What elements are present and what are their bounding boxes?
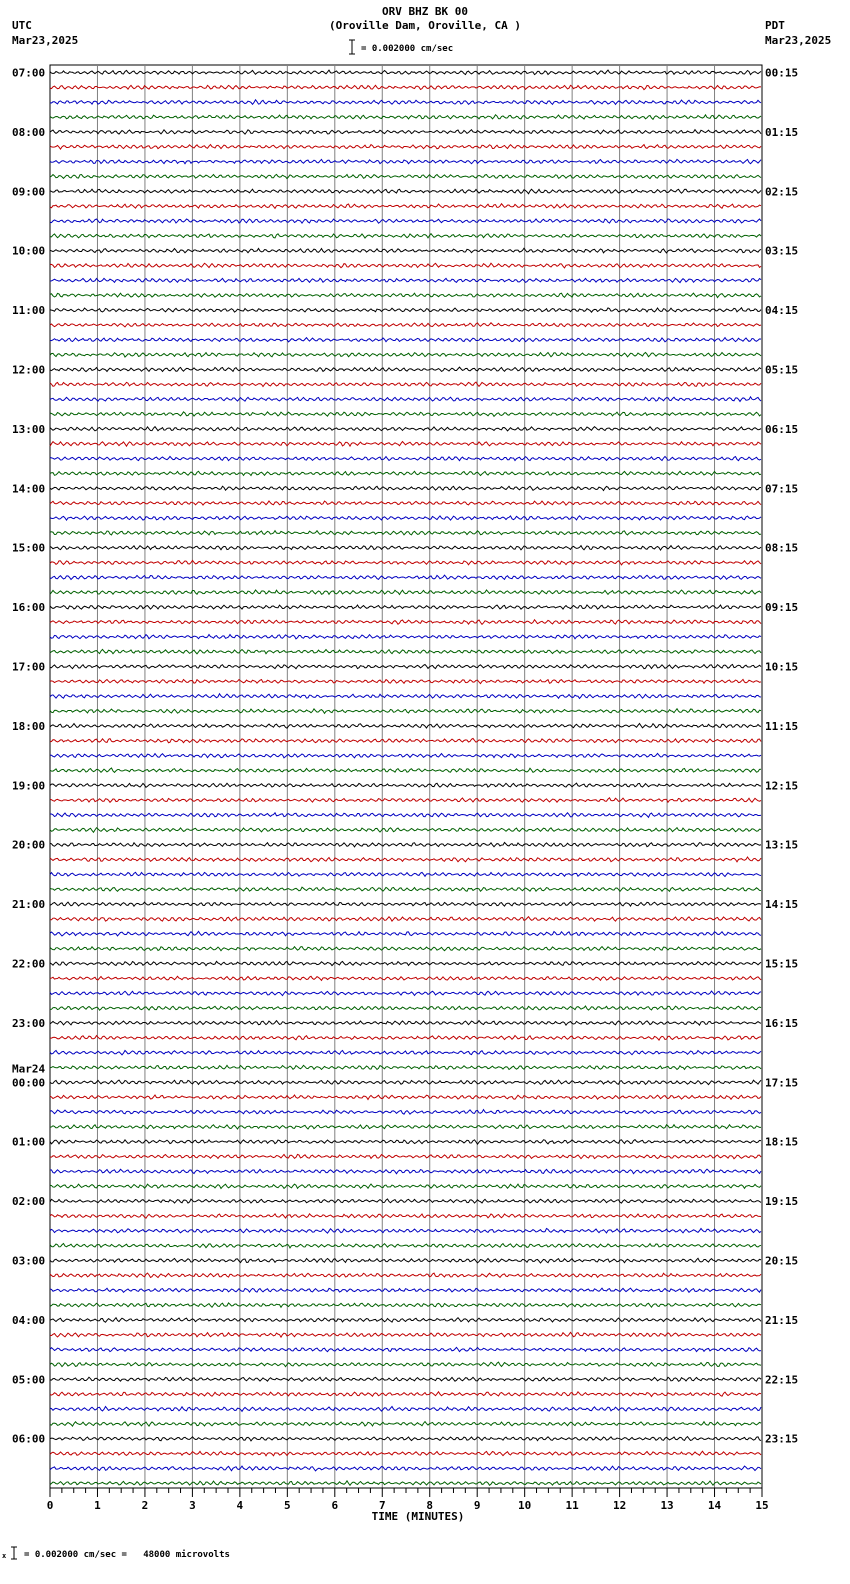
seismic-trace	[50, 308, 761, 312]
seismic-trace	[50, 1392, 761, 1397]
seismic-trace	[50, 575, 761, 579]
seismic-trace	[50, 189, 761, 194]
seismic-trace	[50, 531, 761, 535]
left-date: Mar23,2025	[12, 34, 79, 47]
pdt-hour-label: 21:15	[765, 1313, 799, 1327]
utc-hour-label: 14:00	[12, 482, 46, 496]
pdt-hour-label: 14:15	[765, 898, 799, 912]
seismic-trace	[50, 664, 761, 668]
utc-hour-label: 00:00	[12, 1076, 46, 1090]
utc-hour-label: 05:00	[12, 1373, 46, 1387]
seismic-trace	[50, 501, 761, 505]
right-date: Mar23,2025	[765, 34, 832, 47]
utc-hour-label: 08:00	[12, 125, 46, 139]
utc-hour-label: 06:00	[12, 1432, 46, 1446]
seismic-trace	[50, 263, 761, 268]
seismic-trace	[50, 902, 761, 906]
seismic-trace	[50, 1214, 761, 1218]
seismic-trace	[50, 1377, 761, 1381]
seismic-trace	[50, 1347, 761, 1351]
seismic-trace	[50, 204, 761, 209]
seismic-trace	[50, 887, 761, 891]
seismic-trace	[50, 1332, 761, 1337]
seismic-trace	[50, 976, 761, 980]
x-tick-label: 11	[565, 1499, 579, 1512]
seismic-trace	[50, 991, 761, 995]
seismic-trace	[50, 783, 761, 787]
x-tick-label: 15	[755, 1499, 769, 1512]
pdt-hour-label: 13:15	[765, 838, 799, 852]
utc-hour-label: 18:00	[12, 719, 46, 733]
seismic-trace	[50, 1273, 761, 1277]
seismic-trace	[50, 872, 761, 876]
x-tick-label: 8	[426, 1499, 434, 1512]
seismic-trace	[50, 100, 761, 105]
seismic-trace	[50, 1110, 761, 1115]
seismic-trace	[50, 1021, 761, 1026]
seismic-trace	[50, 130, 761, 135]
seismic-trace	[50, 234, 761, 238]
station-location: (Oroville Dam, Oroville, CA )	[328, 19, 522, 32]
seismic-trace	[50, 546, 761, 550]
seismic-trace	[50, 1050, 761, 1054]
utc-hour-label: 23:00	[12, 1016, 46, 1030]
seismic-trace	[50, 145, 761, 150]
seismic-trace	[50, 709, 761, 714]
x-tick-label: 14	[707, 1499, 722, 1512]
seismic-trace	[50, 85, 761, 89]
utc-hour-label: 22:00	[12, 957, 46, 971]
utc-hour-label: 04:00	[12, 1313, 46, 1327]
seismic-trace	[50, 1184, 761, 1188]
x-tick-label: 13	[660, 1499, 674, 1512]
utc-hour-label: 17:00	[12, 660, 46, 674]
pdt-hour-label: 12:15	[765, 779, 799, 793]
pdt-hour-label: 06:15	[765, 422, 799, 436]
seismic-trace	[50, 338, 761, 342]
seismic-trace	[50, 590, 761, 595]
utc-hour-label: 20:00	[12, 838, 46, 852]
x-tick-label: 3	[189, 1499, 196, 1512]
seismic-trace	[50, 1228, 761, 1233]
seismic-trace	[50, 931, 761, 936]
pdt-hour-label: 05:15	[765, 363, 799, 377]
utc-hour-label: 02:00	[12, 1195, 46, 1209]
seismic-trace	[50, 842, 761, 846]
utc-hour-label: 19:00	[12, 779, 46, 793]
seismic-trace	[50, 382, 761, 386]
scale-text: = 0.002000 cm/sec	[361, 44, 454, 54]
x-tick-label: 0	[46, 1499, 54, 1512]
seismic-trace	[50, 323, 761, 327]
utc-hour-label: 13:00	[12, 422, 46, 436]
seismic-trace	[50, 857, 761, 862]
pdt-hour-label: 04:15	[765, 304, 799, 318]
utc-hour-label: 09:00	[12, 185, 46, 199]
seismic-trace	[50, 412, 761, 416]
utc-hour-label: 03:00	[12, 1254, 46, 1268]
seismic-trace	[50, 248, 761, 253]
pdt-hour-label: 23:15	[765, 1432, 799, 1446]
svg-text:x: x	[2, 1552, 7, 1560]
seismic-trace	[50, 427, 761, 431]
seismic-trace	[50, 442, 761, 447]
seismic-trace	[50, 961, 761, 965]
footer-scale-bar-icon	[2, 1547, 17, 1560]
seismic-trace	[50, 352, 761, 357]
pdt-hour-label: 17:15	[765, 1076, 799, 1090]
seismic-trace	[50, 1362, 761, 1367]
seismic-trace	[50, 397, 761, 402]
seismic-trace	[50, 620, 761, 625]
pdt-hour-label: 15:15	[765, 957, 799, 971]
seismic-trace	[50, 738, 761, 742]
seismic-trace	[50, 367, 761, 371]
seismic-trace	[50, 1169, 761, 1174]
pdt-hour-label: 01:15	[765, 125, 799, 139]
pdt-hour-label: 20:15	[765, 1254, 799, 1268]
x-tick-label: 7	[378, 1499, 386, 1512]
seismic-trace	[50, 1036, 761, 1041]
x-axis-title: TIME (MINUTES)	[371, 1510, 465, 1523]
station-title: ORV BHZ BK 00	[381, 5, 469, 18]
seismic-trace	[50, 293, 761, 297]
utc-hour-label: 01:00	[12, 1135, 46, 1149]
utc-hour-label: 10:00	[12, 244, 46, 258]
seismic-trace	[50, 917, 761, 922]
seismic-trace	[50, 1466, 761, 1471]
pdt-hour-label: 22:15	[765, 1373, 799, 1387]
scale-bar-icon	[349, 40, 355, 54]
seismic-trace	[50, 1244, 761, 1248]
seismic-trace	[50, 456, 761, 460]
x-tick-label: 1	[94, 1499, 101, 1512]
utc-hour-label: 07:00	[12, 66, 46, 80]
seismic-trace	[50, 1437, 761, 1441]
pdt-hour-label: 09:15	[765, 601, 799, 615]
pdt-hour-label: 07:15	[765, 482, 799, 496]
seismic-trace	[50, 753, 761, 757]
utc-hour-label: 21:00	[12, 898, 46, 912]
seismic-trace	[50, 486, 761, 490]
seismic-trace	[50, 159, 761, 163]
seismic-trace	[50, 724, 761, 729]
seismic-trace	[50, 635, 761, 639]
seismic-trace	[50, 219, 761, 223]
seismic-trace	[50, 1258, 761, 1263]
x-tick-label: 10	[518, 1499, 532, 1512]
seismic-trace	[50, 70, 761, 75]
x-tick-label: 9	[473, 1499, 481, 1512]
pdt-hour-label: 11:15	[765, 719, 799, 733]
seismic-trace	[50, 278, 761, 282]
seismic-trace	[50, 1080, 761, 1085]
seismic-trace	[50, 679, 761, 683]
seismic-trace	[50, 1125, 761, 1129]
seismic-trace	[50, 1154, 761, 1158]
seismic-trace	[50, 694, 761, 699]
seismic-trace	[50, 947, 761, 951]
seismic-trace	[50, 471, 761, 475]
pdt-hour-label: 08:15	[765, 541, 799, 555]
seismic-trace	[50, 1288, 761, 1292]
pdt-hour-label: 03:15	[765, 244, 799, 258]
left-timezone: UTC	[12, 19, 32, 32]
pdt-hour-label: 02:15	[765, 185, 799, 199]
right-timezone: PDT	[765, 19, 785, 32]
pdt-hour-label: 00:15	[765, 66, 799, 80]
date-change-label: Mar24	[12, 1062, 46, 1076]
x-tick-label: 6	[331, 1499, 339, 1512]
utc-hour-label: 11:00	[12, 304, 46, 318]
seismic-trace	[50, 1006, 761, 1010]
seismic-trace	[50, 768, 761, 772]
seismic-trace	[50, 1481, 761, 1485]
seismic-trace	[50, 561, 761, 565]
seismic-trace	[50, 1095, 761, 1100]
seismic-trace	[50, 1318, 761, 1323]
x-tick-label: 2	[141, 1499, 149, 1512]
utc-hour-label: 12:00	[12, 363, 46, 377]
utc-hour-label: 15:00	[12, 541, 46, 555]
seismic-trace	[50, 1451, 761, 1456]
pdt-hour-label: 19:15	[765, 1195, 799, 1209]
x-tick-label: 5	[284, 1499, 291, 1512]
x-tick-label: 12	[612, 1499, 627, 1512]
seismic-trace	[50, 1065, 761, 1069]
seismic-trace	[50, 813, 761, 818]
seismic-trace	[50, 1407, 761, 1412]
seismic-trace	[50, 1422, 761, 1427]
footer-scale-text: = 0.002000 cm/sec = 48000 microvolts	[24, 1550, 230, 1560]
seismic-trace	[50, 1199, 761, 1203]
seismic-trace	[50, 115, 761, 120]
pdt-hour-label: 16:15	[765, 1016, 799, 1030]
pdt-hour-label: 18:15	[765, 1135, 799, 1149]
seismic-trace	[50, 1140, 761, 1145]
seismic-trace	[50, 174, 761, 178]
pdt-hour-label: 10:15	[765, 660, 799, 674]
seismic-trace	[50, 605, 761, 609]
seismic-trace	[50, 828, 761, 833]
seismic-trace	[50, 798, 761, 803]
utc-hour-label: 16:00	[12, 601, 46, 615]
seismic-trace	[50, 516, 761, 520]
x-tick-label: 4	[236, 1499, 244, 1512]
seismic-trace	[50, 649, 761, 653]
seismic-trace	[50, 1303, 761, 1307]
